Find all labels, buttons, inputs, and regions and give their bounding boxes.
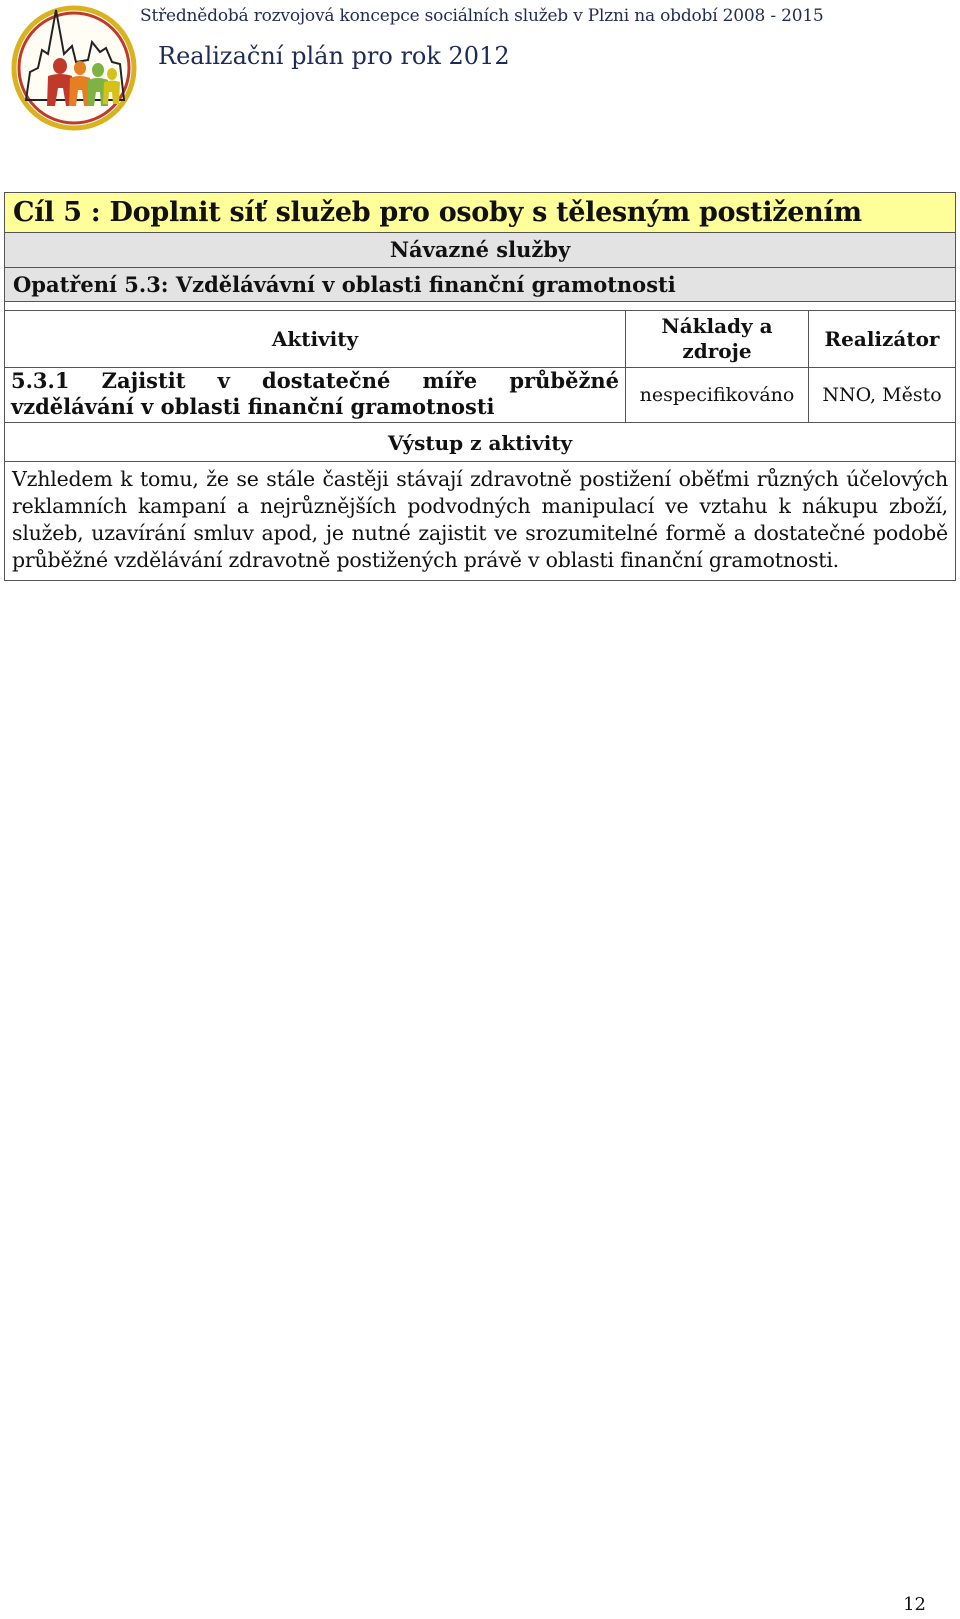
column-header-implementer: Realizátor: [824, 326, 940, 351]
output-description: Vzhledem k tomu, že se stále častěji stávají zdravotně postižení oběťmi různých účelových reklamních kampaní a nejrůznějších podvodných manipulací ve vztahu k nákupu zboží, služeb, uzavírání smluv apod, je nutné zajistit ve srozumitelné formě a dostatečné podobě průběžné vzdělávání zdravotně postižených právě v oblasti finanční gramotnosti.: [4, 461, 956, 581]
activity-description: [5, 368, 626, 422]
activity-table-header: [4, 310, 956, 368]
activity-description-line2: vzdělávání v oblasti finanční gramotnosti: [11, 394, 495, 419]
activity-description-line1: 5.3.1 Zajistit v dostatečné míře průběžné: [11, 368, 619, 393]
city-people-logo-icon: [8, 2, 140, 134]
document-plan-title: Realizační plán pro rok 2012: [158, 42, 510, 70]
section-heading: Návazné služby: [4, 232, 956, 268]
page-number: 12: [903, 1594, 926, 1615]
output-heading: Výstup z aktivity: [4, 422, 956, 462]
goal-heading: Cíl 5 : Doplnit síť služeb pro osoby s tělesným postižením: [4, 192, 956, 233]
column-header-activities: Aktivity: [5, 311, 626, 367]
goal-table: [4, 192, 956, 581]
measure-heading: Opatření 5.3: Vzdělávávní v oblasti finanční gramotnosti: [4, 267, 956, 302]
activity-implementer: NNO, Město: [822, 384, 942, 406]
column-header-costs: Náklady a zdroje: [626, 311, 809, 367]
document-series-title: Střednědobá rozvojová koncepce sociálních služeb v Plzni na období 2008 - 2015: [140, 6, 824, 26]
activity-costs: nespecifikováno: [626, 368, 809, 422]
table-spacer: [4, 302, 956, 310]
table-row: [4, 367, 956, 423]
